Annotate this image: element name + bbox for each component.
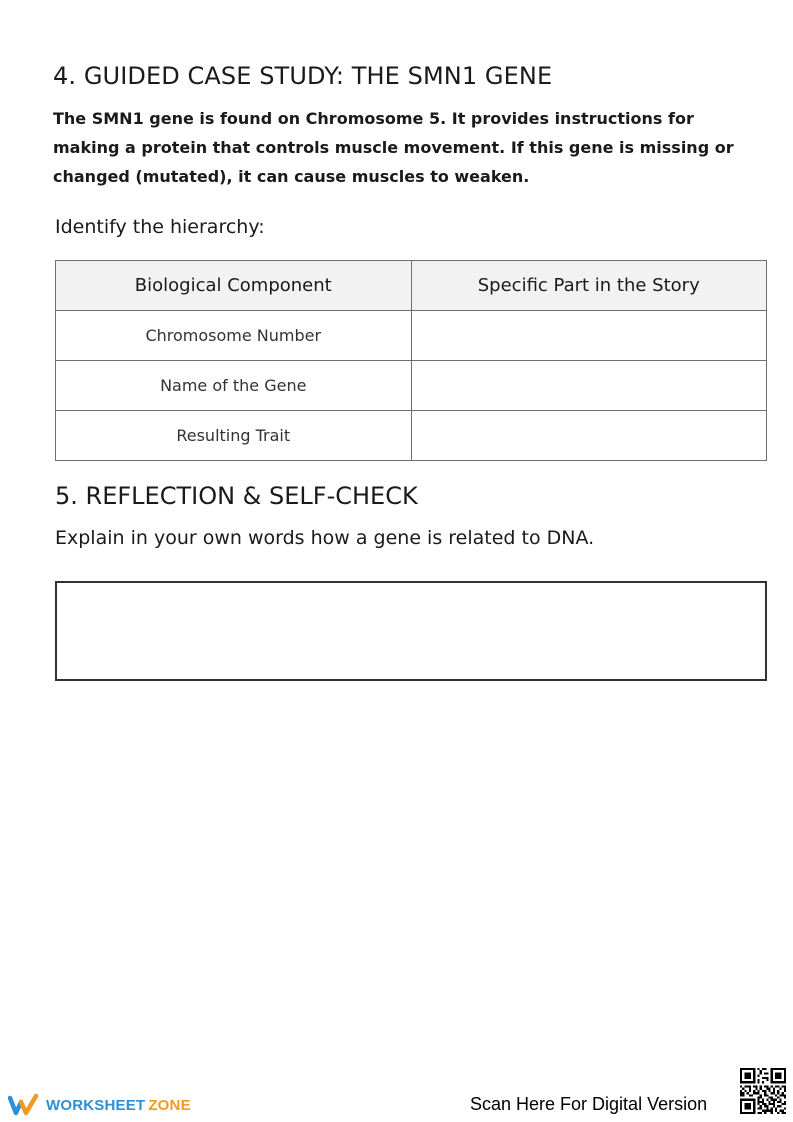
table-row	[56, 311, 767, 361]
row-label-gene-name: Name of the Gene	[56, 361, 412, 411]
hierarchy-table	[55, 260, 767, 461]
table-row	[56, 361, 767, 411]
logo-text-zone: ZONE	[148, 1096, 191, 1114]
answer-cell-gene-name[interactable]	[411, 361, 767, 411]
answer-cell-trait[interactable]	[411, 411, 767, 461]
answer-cell-chromosome[interactable]	[411, 311, 767, 361]
reflection-prompt: Explain in your own words how a gene is related to DNA.	[55, 527, 595, 549]
row-label-chromosome: Chromosome Number	[56, 311, 412, 361]
section-5-heading: 5. REFLECTION & SELF-CHECK	[55, 482, 418, 510]
qr-code-icon[interactable]	[740, 1068, 786, 1114]
reflection-answer-box[interactable]	[55, 581, 767, 681]
scan-instruction: Scan Here For Digital Version	[470, 1094, 708, 1114]
worksheetzone-logo	[8, 1093, 191, 1117]
logo-wordmark	[46, 1097, 191, 1114]
table-header-component: Biological Component	[56, 261, 412, 311]
section-4-heading: 4. GUIDED CASE STUDY: THE SMN1 GENE	[53, 62, 553, 90]
table-row	[56, 411, 767, 461]
table-header-row	[56, 261, 767, 311]
worksheetzone-logo-icon	[8, 1093, 40, 1117]
hierarchy-subheading: Identify the hierarchy:	[55, 216, 265, 238]
logo-text-worksheet: WORKSHEET	[46, 1096, 146, 1114]
row-label-trait: Resulting Trait	[56, 411, 412, 461]
table-header-story-part: Specific Part in the Story	[411, 261, 767, 311]
case-study-intro: The SMN1 gene is found on Chromosome 5. It provides instructions for making a protein that controls muscle movement. If this gene is missing or changed (mutated), it can cause muscles to weaken.	[53, 109, 734, 186]
